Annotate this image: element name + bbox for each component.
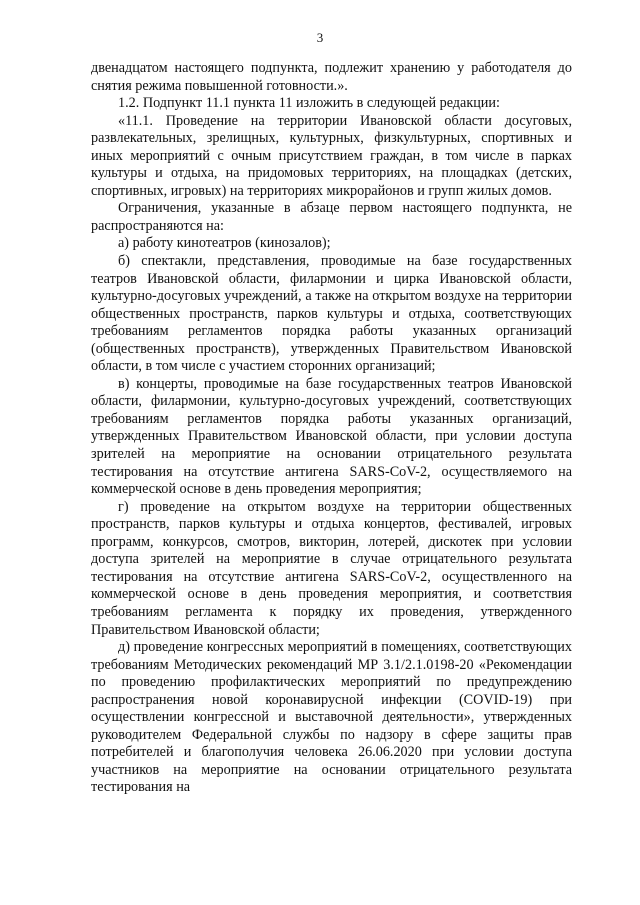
paragraph-item-g: г) проведение на открытом воздухе на территории общественных пространств, парков культуры и отдыха концертов, фестивалей, игровых программ, конкурсов, смотров, викторин, лотерей, дискотек при условии доступа зрителей на мероприятие в случае отрицательного результата тестирования на отсутствие антигена SARS-CoV-2, осуществленного на коммерческой основе в день проведения мероприятия, и соответствия требованиям регламента к порядку их проведения, утвержденного Правительством Ивановской области; [91,498,572,638]
paragraph-item-a: а) работу кинотеатров (кинозалов); [118,235,331,252]
paragraph-item-v: в) концерты, проводимые на базе государственных театров Ивановской области, филармонии, культурно-досуговых учреждений, соответствующих требованиям регламентов порядка работы указанных организаций, утвержденных Правительством Ивановской области, при условии доступа зрителей на мероприятие на основании отрицательного результата тестирования на отсутствие антигена SARS-CoV-2, осуществляемого на коммерческой основе в день проведения мероприятия; [91,375,572,498]
paragraph-item-b: б) спектакли, представления, проводимые на базе государственных театров Ивановской области, филармонии и цирка Ивановской области, культурно-досуговых учреждений, а также на открытом воздухе на территории общественных пространств, парков культуры и отдыха, соответствующих требованиям регламентов порядка работы указанных организаций (общественных пространств), утвержденных Правительством Ивановской области, в том числе с участием сторонних организаций; [91,253,572,375]
paragraph-continuation: двенадцатом настоящего подпункта, подлежит хранению у работодателя до снятия режима повышенной готовности.». [91,60,572,94]
document-body [91,60,572,797]
paragraph-item-d: д) проведение конгрессных мероприятий в помещениях, соответствующих требованиям Методических рекомендаций МР 3.1/2.1.0198-20 «Рекомендации по проведению профилактических мероприятий по предупреждению распространения новой коронавирусной инфекции (COVID-19) при осуществлении конгрессной и выставочной деятельности», утвержденных руководителем Федеральной службы по надзору в сфере защиты прав потребителей и благополучия человека 26.06.2020 при условии доступа участников на мероприятие на основании отрицательного результата тестирования на [91,639,572,796]
paragraph-11-1: «11.1. Проведение на территории Ивановской области досуговых, развлекательных, зрелищных, культурных, физкультурных, спортивных и иных мероприятий с очным присутствием граждан, в том числе в парках культуры и отдыха, на придомовых территориях, на площадках (детских, спортивных, игровых) на территориях микрорайонов и групп жилых домов. [91,112,572,199]
paragraph-restrictions: Ограничения, указанные в абзаце первом настоящего подпункта, не распространяются на: [91,200,572,234]
paragraph-amendment-heading: 1.2. Подпункт 11.1 пункта 11 изложить в следующей редакции: [118,95,500,112]
page-number: 3 [316,30,324,45]
